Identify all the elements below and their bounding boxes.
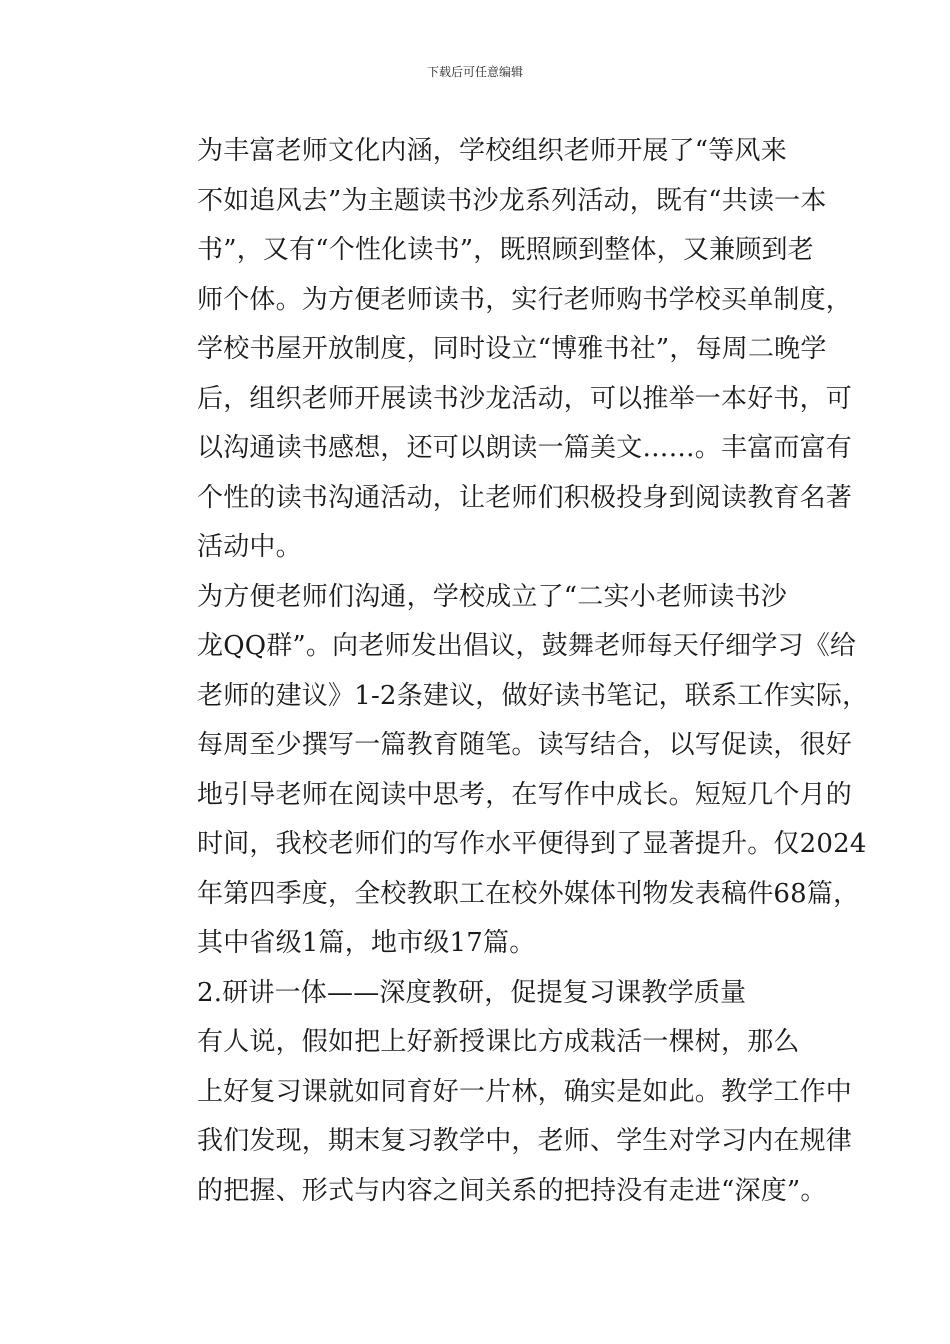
text-line: 其中省级1篇，地市级17篇。 [197, 928, 536, 958]
text-line: 地引导老师在阅读中思考，在写作中成长。短短几个月的 [197, 779, 853, 810]
heading-line: 2.研讲一体——深度教研，促提复习课教学质量 [197, 977, 747, 1008]
paragraph-qq-group [145, 573, 869, 969]
text-line: 有人说，假如把上好新授课比方成栽活一棵树，那么 [197, 1027, 800, 1057]
text-line: 学校书屋开放制度，同时设立“博雅书社”，每周二晚学 [197, 334, 827, 364]
text-line: 活动中。 [197, 532, 302, 562]
document-body [145, 127, 869, 1216]
text-line: 龙QQ群”。向老师发出倡议，鼓舞老师每天仔细学习《给 [197, 631, 857, 661]
text-line: 上好复习课就如同育好一片林，确实是如此。教学工作中 [197, 1076, 853, 1107]
text-line: 个性的读书沟通活动，让老师们积极投身到阅读教育名著 [197, 482, 853, 513]
text-line: 为方便老师们沟通，学校成立了“二实小老师读书沙 [197, 581, 787, 612]
text-line: 为丰富老师文化内涵，学校组织老师开展了“等风来 [197, 136, 787, 166]
text-line: 以沟通读书感想，还可以朗读一篇美文……。丰富而富有 [197, 433, 853, 463]
text-line: 师个体。为方便老师读书，实行老师购书学校买单制度， [197, 284, 853, 315]
page-header: 下载后可任意编辑 [426, 65, 523, 79]
text-line: 每周至少撰写一篇教育随笔。读写结合，以写促读，很好 [197, 730, 853, 760]
section-heading [145, 969, 810, 1019]
text-line: 老师的建议》1-2条建议，做好读书笔记，联系工作实际， [197, 680, 869, 711]
text-line: 后，组织老师开展读书沙龙活动，可以推举一本好书，可 [197, 383, 853, 414]
text-line: 的把握、形式与内容之间关系的把持没有走进“深度”。 [197, 1175, 827, 1206]
text-line: 时间，我校老师们的写作水平便得到了显著提升。仅2024 [197, 829, 867, 859]
text-line: 年第四季度，全校教职工在校外媒体刊物发表稿件68篇， [197, 878, 860, 909]
text-line: 我们发现，期末复习教学中，老师、学生对学习内在规律 [197, 1126, 853, 1156]
text-line: 不如追风去”为主题读书沙龙系列活动，既有“共读一本 [197, 185, 827, 216]
paragraph-reading-salon [145, 127, 853, 573]
text-line: 书”，又有“个性化读书”，既照顾到整体，又兼顾到老 [197, 235, 814, 265]
paragraph-review-lessons [145, 1018, 853, 1216]
